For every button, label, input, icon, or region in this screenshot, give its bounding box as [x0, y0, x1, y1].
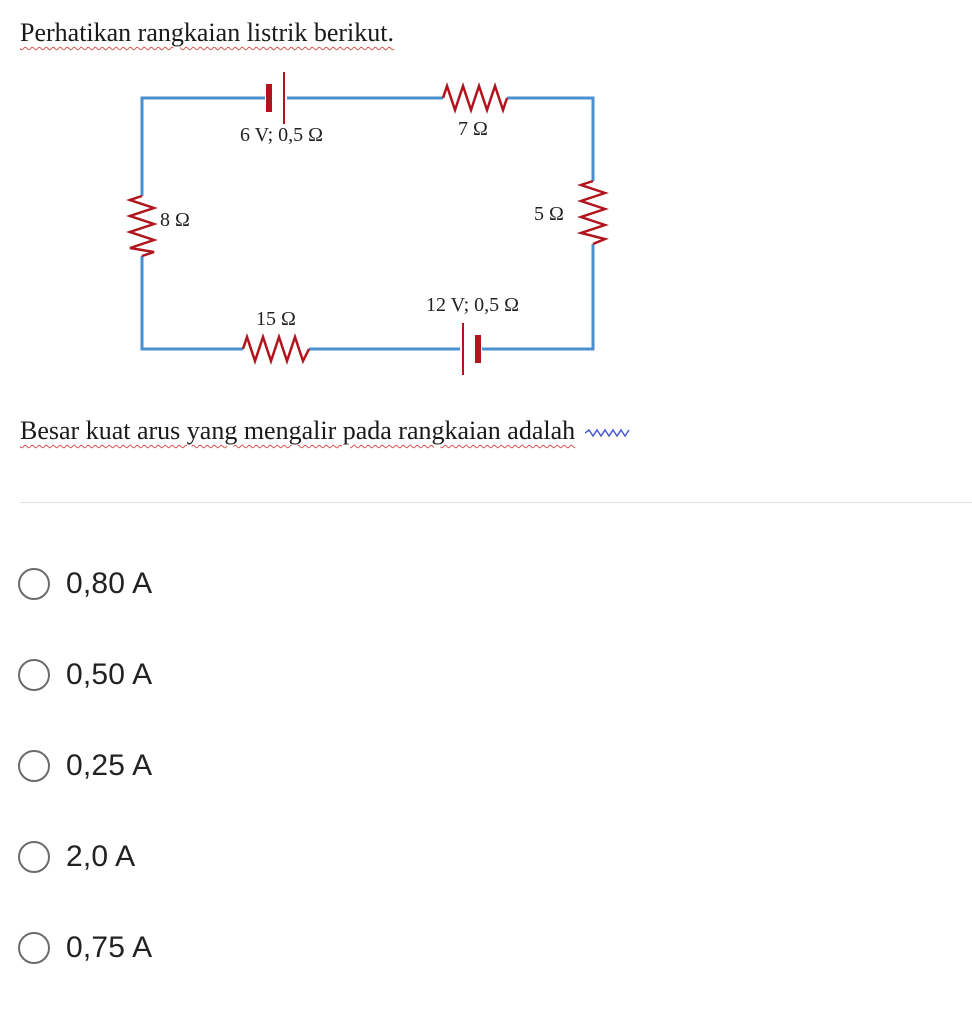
option-e[interactable]: [18, 924, 152, 972]
option-label: 0,50 A: [66, 658, 153, 691]
label-resistor-bottom: 15 Ω: [256, 308, 296, 330]
circuit-wires: [142, 98, 593, 349]
resistor-right-symbol: [581, 181, 605, 244]
circuit-diagram: [0, 0, 972, 400]
option-a[interactable]: [18, 560, 152, 608]
option-d[interactable]: [18, 833, 152, 881]
battery-top-symbol: [269, 72, 284, 124]
radio-button[interactable]: [18, 932, 50, 964]
question-prompt-dots: [585, 428, 631, 438]
question-intro: Perhatikan rangkaian listrik berikut.: [20, 18, 395, 47]
label-battery-top: 6 V; 0,5 Ω: [240, 124, 324, 146]
option-label: 0,75 A: [66, 931, 153, 964]
label-battery-bottom: 12 V; 0,5 Ω: [426, 294, 520, 316]
radio-button[interactable]: [18, 568, 50, 600]
answer-options: [18, 560, 152, 1015]
question-prompt: [20, 416, 631, 446]
option-label: 2,0 A: [66, 840, 136, 873]
radio-button[interactable]: [18, 841, 50, 873]
label-resistor-top: 7 Ω: [458, 118, 488, 140]
resistor-left-symbol: [130, 196, 154, 256]
label-resistor-left: 8 Ω: [160, 209, 190, 231]
label-resistor-right: 5 Ω: [534, 203, 564, 225]
divider: [20, 502, 972, 503]
battery-bottom-symbol: [463, 323, 478, 375]
radio-button[interactable]: [18, 659, 50, 691]
resistor-bottom-symbol: [243, 337, 309, 361]
resistor-top-symbol: [443, 86, 507, 110]
question-prompt-text: Besar kuat arus yang mengalir pada rangkaian adalah: [20, 416, 576, 445]
radio-button[interactable]: [18, 750, 50, 782]
option-b[interactable]: [18, 651, 152, 699]
option-label: 0,25 A: [66, 749, 153, 782]
option-label: 0,80 A: [66, 567, 153, 600]
option-c[interactable]: [18, 742, 152, 790]
